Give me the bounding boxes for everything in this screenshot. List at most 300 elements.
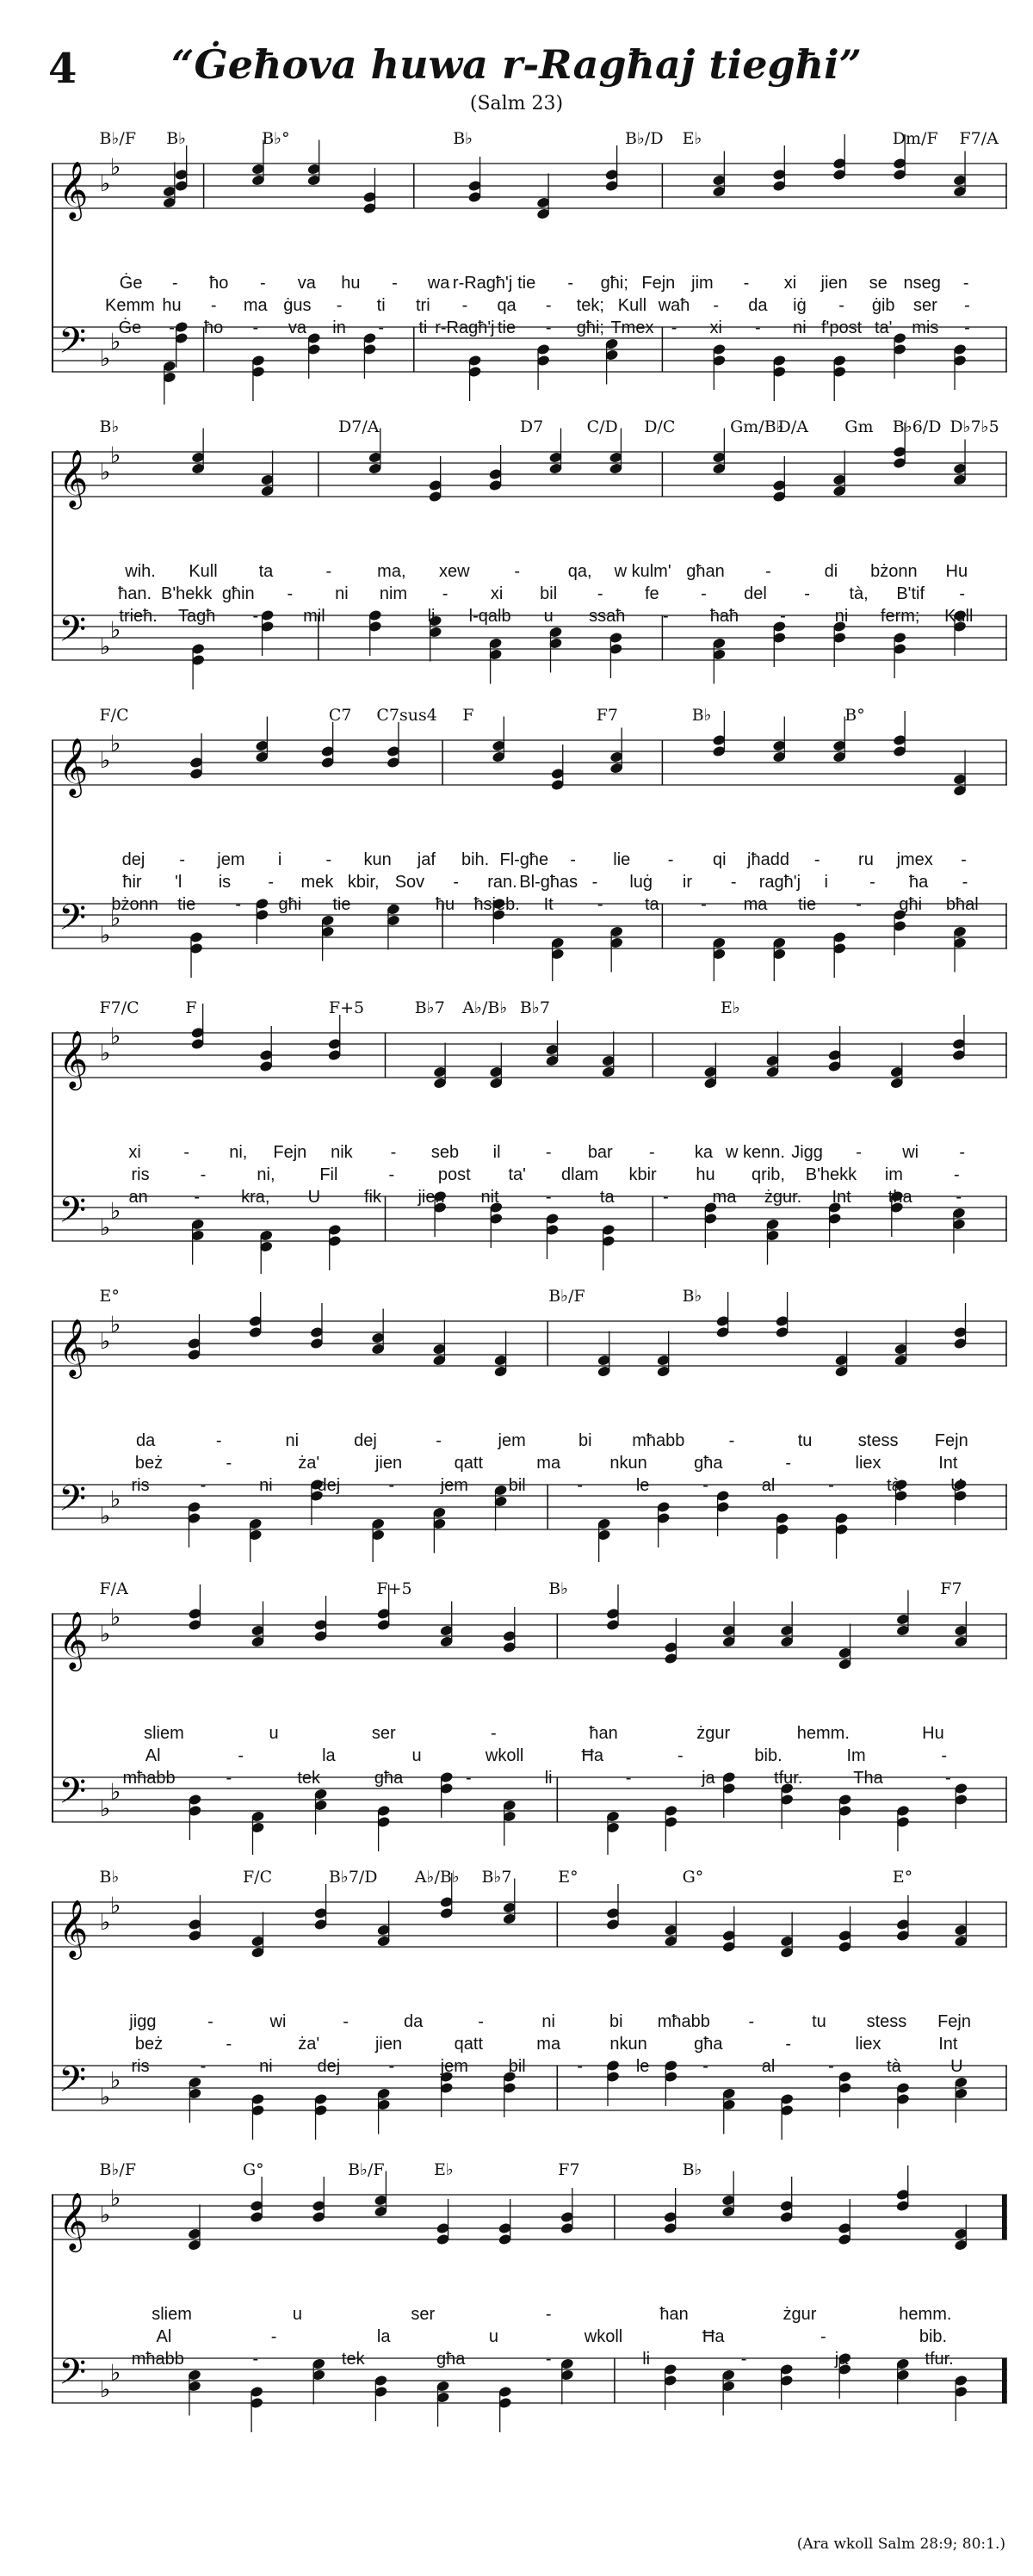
lyric-syllable: ni: [285, 1431, 300, 1450]
lyric-syllable: -: [226, 1769, 232, 1788]
lyric-syllable: Fejn: [937, 2012, 971, 2031]
lyric-verse-1: [52, 1431, 1007, 1455]
flat-icon: ♭: [110, 1023, 121, 1050]
lyric-syllable: Fejn: [934, 1431, 968, 1450]
lyric-syllable: li: [642, 2350, 651, 2369]
lyric-syllable: Ġe: [118, 318, 142, 337]
lyric-syllable: -: [959, 584, 966, 603]
lyric-syllable: i: [277, 850, 282, 869]
lyric-syllable: -: [259, 274, 266, 293]
lyric-syllable: -: [941, 1746, 948, 1765]
lyric-syllable: -: [597, 584, 603, 603]
chord-symbol: B♭: [453, 129, 473, 148]
flat-icon: ♭: [110, 154, 121, 181]
lyric-verse-2: [52, 584, 1007, 608]
chord-symbol: D7/A: [338, 417, 380, 436]
lyric-syllable: sliem: [152, 2305, 192, 2324]
lyric-syllable: -: [545, 296, 552, 315]
lyric-syllable: ma: [712, 1188, 737, 1207]
lyric-syllable: tha: [888, 1188, 912, 1207]
lyric-syllable: Hu: [922, 1724, 944, 1743]
lyric-syllable: għi: [899, 895, 923, 914]
lyric-syllable: ħan: [589, 1724, 618, 1743]
lyric-syllable: ni: [259, 2057, 273, 2076]
lyric-syllable: Tmex: [610, 318, 654, 337]
lyric-verse-1: [52, 1724, 1007, 1748]
lyric-syllable: bih.: [461, 850, 490, 869]
lyric-syllable: -: [964, 318, 970, 337]
music-system: [52, 706, 1007, 981]
chord-symbol: F/A: [99, 1579, 128, 1598]
lyric-syllable: nit: [480, 1188, 499, 1207]
lyric-syllable: -: [226, 1454, 232, 1473]
lyric-syllable: xi: [128, 1143, 141, 1162]
chord-symbol: B♭7/D: [328, 1868, 378, 1887]
lyric-syllable: qa: [497, 296, 516, 315]
lyric-syllable: -: [625, 1769, 632, 1788]
lyric-syllable: tu: [812, 2012, 826, 2031]
lyric-syllable: -: [785, 1454, 792, 1473]
lyric-syllable: żgur: [782, 2305, 817, 2324]
lyric-syllable: bib.: [754, 1746, 782, 1765]
chord-symbol: F: [462, 706, 474, 725]
chord-symbol: D/A: [777, 417, 808, 436]
lyric-syllable: kbir: [628, 1165, 657, 1184]
chord-symbol: F7: [940, 1579, 962, 1598]
lyric-syllable: beż: [134, 1454, 164, 1473]
music-system: [52, 129, 1007, 405]
lyric-syllable: dej: [317, 1476, 341, 1495]
lyric-syllable: qa,: [567, 562, 592, 581]
lyric-syllable: tie: [177, 895, 196, 914]
lyric-syllable: qi: [712, 850, 727, 869]
chord-symbol: F/C: [99, 706, 129, 725]
lyric-syllable: Fejn: [273, 1143, 307, 1162]
lyric-syllable: ta: [258, 562, 274, 581]
chord-symbol: F7/C: [99, 998, 139, 1017]
lyric-syllable: nkun: [609, 1454, 647, 1473]
lyric-syllable: ħan: [659, 2305, 689, 2324]
lyric-syllable: -: [200, 1165, 207, 1184]
chord-symbol: B♭7: [414, 998, 445, 1017]
chord-symbol: E♭: [682, 129, 702, 148]
lyric-syllable: tà: [887, 1476, 901, 1495]
lyric-syllable: stess: [857, 1431, 899, 1450]
chord-symbol: F: [185, 998, 197, 1017]
lyric-syllable: dej: [317, 2057, 341, 2076]
lyric-syllable: tek: [297, 1769, 321, 1788]
lyric-syllable: -: [953, 1165, 960, 1184]
lyric-syllable: hu: [341, 274, 361, 293]
lyric-syllable: ti: [376, 296, 386, 315]
treble-clef-icon: 𝄞: [59, 1029, 89, 1088]
lyric-verse-1: [52, 1143, 1007, 1167]
lyric-syllable: Al: [156, 2327, 172, 2346]
flat-icon: ♭: [110, 2067, 121, 2094]
lyric-syllable: -: [964, 296, 970, 315]
chord-symbol: F/C: [243, 1868, 273, 1887]
music-system: [52, 1579, 1007, 1855]
lyric-verse-2: [52, 873, 1007, 897]
lyric-syllable: ni,: [229, 1143, 248, 1162]
lyric-syllable: B'hekk: [161, 584, 213, 603]
grand-staff: [52, 417, 1007, 693]
chord-symbol: C7sus4: [376, 706, 437, 725]
lyric-syllable: tu: [797, 1431, 813, 1450]
lyric-syllable: -: [869, 873, 875, 892]
lyric-syllable: -: [545, 1143, 552, 1162]
lyric-syllable: ża': [298, 2035, 320, 2054]
lyric-syllable: -: [702, 1476, 708, 1495]
lyric-syllable: -: [765, 562, 771, 581]
flat-icon: ♭: [110, 905, 121, 932]
lyric-syllable: mek: [300, 873, 334, 892]
lyric-syllable: r-Ragħ'j: [452, 274, 513, 293]
lyric-syllable: -: [390, 1143, 397, 1162]
lyric-syllable: -: [804, 584, 810, 603]
lyric-syllable: -: [962, 873, 968, 892]
chord-symbol: A♭/B♭: [462, 998, 508, 1017]
lyric-syllable: -: [663, 1188, 669, 1207]
lyric-syllable: -: [336, 296, 343, 315]
lyric-syllable: wih.: [125, 562, 156, 581]
lyric-syllable: tek: [341, 2350, 365, 2369]
lyric-syllable: u: [488, 2327, 498, 2346]
lyric-syllable: -: [856, 895, 862, 914]
lyric-syllable: U: [307, 1188, 321, 1207]
lyric-syllable: -: [461, 296, 468, 315]
lyric-syllable: ni,: [257, 1165, 275, 1184]
lyric-syllable: da: [136, 1431, 156, 1450]
lyric-syllable: dej: [121, 850, 145, 869]
lyric-syllable: -: [270, 2327, 277, 2346]
flat-icon: ♭: [100, 1215, 111, 1241]
lyric-syllable: ris: [131, 1165, 150, 1184]
lyric-syllable: ser: [912, 296, 937, 315]
lyric-syllable: -: [200, 2057, 207, 2076]
chord-symbol: B♭: [682, 2160, 702, 2179]
lyric-verse-2: [52, 1454, 1007, 1478]
lyric-syllable: wa: [427, 274, 450, 293]
lyric-verse-2: [52, 2327, 1007, 2351]
lyric-syllable: -: [390, 895, 397, 914]
lyric-syllable: da: [403, 2012, 424, 2031]
lyric-syllable: wkoll: [485, 1746, 524, 1765]
lyric-syllable: -: [325, 562, 332, 581]
lyric-syllable: -: [252, 607, 259, 626]
lyric-syllable: -: [169, 318, 175, 337]
chord-symbol: F7: [558, 2160, 580, 2179]
lyric-syllable: Tagħ: [178, 607, 216, 626]
flat-icon: ♭: [100, 1041, 111, 1066]
lyric-syllable: bib.: [919, 2327, 948, 2346]
lyric-syllable: ris: [131, 2057, 150, 2076]
lyric-syllable: xew: [438, 562, 470, 581]
flat-icon: ♭: [100, 748, 111, 774]
lyric-syllable: kra,: [241, 1188, 270, 1207]
flat-icon: ♭: [110, 1486, 121, 1513]
lyric-verse-3: [52, 318, 1007, 343]
lyric-syllable: ferm;: [880, 607, 920, 626]
flat-icon: ♭: [110, 1312, 121, 1338]
flat-icon: ♭: [110, 617, 121, 644]
music-system: [52, 1868, 1007, 2143]
lyric-syllable: B'hekk: [805, 1165, 857, 1184]
lyric-syllable: tek;: [576, 296, 604, 315]
lyric-syllable: ma: [743, 895, 768, 914]
lyric-syllable: -: [702, 2057, 708, 2076]
lyric-syllable: ħo: [209, 274, 229, 293]
lyric-syllable: Fl-għe: [499, 850, 549, 869]
lyric-syllable: ta': [874, 318, 893, 337]
chord-symbol: B°: [844, 706, 865, 725]
lyric-syllable: ma: [536, 1454, 561, 1473]
lyric-syllable: għan: [686, 562, 725, 581]
lyric-syllable: -: [287, 584, 294, 603]
lyric-syllable: ħo: [204, 318, 224, 337]
lyric-syllable: Jigg: [791, 1143, 823, 1162]
lyric-syllable: Int: [938, 2035, 958, 2054]
lyric-syllable: -: [591, 873, 598, 892]
lyric-syllable: kun: [363, 850, 392, 869]
grand-staff: [52, 998, 1007, 1274]
lyric-syllable: -: [856, 1143, 862, 1162]
chord-symbol: B♭: [166, 129, 187, 148]
lyric-syllable: -: [200, 1476, 207, 1495]
grand-staff: [52, 1868, 1007, 2143]
lyric-syllable: -: [667, 850, 674, 869]
lyric-syllable: -: [785, 2035, 792, 2054]
song-number: 4: [48, 45, 77, 93]
lyric-syllable: -: [207, 2012, 213, 2031]
treble-clef-icon: 𝄞: [59, 2191, 89, 2250]
lyric-syllable: va: [297, 274, 316, 293]
lyric-syllable: -: [577, 2057, 583, 2076]
lyric-syllable: -: [238, 1746, 244, 1765]
bass-clef-icon: 𝄢: [59, 320, 87, 370]
lyric-syllable: -: [491, 1724, 497, 1743]
lyric-syllable: la: [376, 2327, 391, 2346]
chord-symbol: E♭: [721, 998, 740, 1017]
treble-clef-icon: 𝄞: [59, 1610, 89, 1669]
chord-symbol: D/C: [644, 417, 676, 436]
lyric-syllable: is: [218, 873, 232, 892]
lyric-verse-3: [52, 607, 1007, 631]
lyric-syllable: tie: [517, 274, 536, 293]
lyric-syllable: qatt: [454, 1454, 484, 1473]
lyric-syllable: tfur.: [925, 2350, 954, 2369]
lyric-syllable: -: [648, 1143, 655, 1162]
lyric-syllable: hemm.: [899, 2305, 952, 2324]
lyric-syllable: Tha: [853, 1769, 883, 1788]
lyric-syllable: ni: [335, 584, 349, 603]
lyric-syllable: bi: [609, 2012, 623, 2031]
lyric-syllable: jħadd: [747, 850, 789, 869]
lyric-syllable: -: [442, 584, 448, 603]
lyric-syllable: -: [828, 1476, 834, 1495]
lyric-syllable: jigg: [129, 2012, 157, 2031]
lyric-verse-2: [52, 2035, 1007, 2059]
lyric-syllable: jien: [418, 1188, 445, 1207]
chord-symbol: G°: [243, 2160, 264, 2179]
lyric-syllable: Fejn: [641, 274, 676, 293]
lyric-syllable: ka: [694, 1143, 713, 1162]
lyric-syllable: jien: [374, 1454, 403, 1473]
chord-symbol: F+5: [376, 1579, 412, 1598]
lyric-syllable: Im: [846, 1746, 866, 1765]
lyric-syllable: -: [226, 2035, 232, 2054]
flat-icon: ♭: [110, 2360, 121, 2387]
flat-icon: ♭: [100, 1504, 111, 1529]
lyric-syllable: ħaħ: [709, 607, 739, 626]
lyric-syllable: tà: [887, 2057, 901, 2076]
lyric-syllable: fe: [644, 584, 659, 603]
chord-symbol: C/D: [586, 417, 618, 436]
lyric-syllable: -: [210, 296, 217, 315]
lyric-syllable: tie: [498, 318, 516, 337]
lyric-syllable: u: [543, 607, 554, 626]
lyric-syllable: -: [780, 607, 786, 626]
lyric-syllable: għi;: [576, 318, 604, 337]
lyric-syllable: tà,: [849, 584, 869, 603]
flat-icon: ♭: [110, 442, 121, 469]
lyric-syllable: ssaħ: [589, 607, 626, 626]
lyric-syllable: bżonn: [111, 895, 158, 914]
flat-icon: ♭: [100, 346, 111, 372]
lyric-syllable: -: [748, 2012, 755, 2031]
chord-symbol: B♭: [99, 417, 120, 436]
lyric-syllable: -: [567, 274, 574, 293]
bass-clef-icon: 𝄢: [59, 2059, 87, 2109]
lyric-syllable: post: [437, 1165, 471, 1184]
bass-clef-icon: 𝄢: [59, 1770, 87, 1820]
chord-symbol: B♭7: [481, 1868, 512, 1887]
lyric-syllable: il: [492, 1143, 501, 1162]
flat-icon: ♭: [110, 1198, 121, 1225]
lyric-syllable: -: [378, 318, 385, 337]
lyric-syllable: xi: [783, 274, 797, 293]
chord-symbol: G°: [682, 1868, 704, 1887]
flat-icon: ♭: [110, 1604, 121, 1631]
lyric-syllable: jmex: [896, 850, 933, 869]
lyric-syllable: -: [701, 895, 707, 914]
lyric-syllable: ta: [599, 1188, 615, 1207]
chord-symbol: Gm: [844, 417, 874, 436]
lyric-syllable: lie: [613, 850, 631, 869]
lyric-syllable: Ħa: [581, 1746, 604, 1765]
flat-icon: ♭: [100, 1796, 111, 1822]
lyric-syllable: jim: [691, 274, 714, 293]
lyric-syllable: w kenn.: [726, 1143, 785, 1162]
lyric-syllable: tfur.: [774, 1769, 803, 1788]
lyric-syllable: -: [701, 584, 707, 603]
lyric-syllable: ti: [418, 318, 428, 337]
lyric-verse-3: [52, 2350, 1007, 2374]
lyric-syllable: w kulm': [614, 562, 671, 581]
lyric-verse-2: [52, 1746, 1007, 1770]
lyric-syllable: qatt: [454, 2035, 484, 2054]
lyric-syllable: -: [392, 274, 398, 293]
lyric-syllable: Sov: [394, 873, 425, 892]
lyric-syllable: -: [514, 562, 521, 581]
lyric-verse-1: [52, 2305, 1007, 2329]
lyric-syllable: im: [884, 1165, 903, 1184]
lyric-syllable: li: [544, 1769, 553, 1788]
lyric-syllable: beż: [134, 2035, 164, 2054]
lyric-syllable: ris: [131, 1476, 150, 1495]
lyric-syllable: -: [961, 850, 967, 869]
lyric-syllable: da: [748, 296, 768, 315]
lyric-syllable: ni: [834, 607, 849, 626]
lyric-syllable: -: [838, 296, 844, 315]
lyric-verse-1: [52, 2012, 1007, 2036]
lyric-syllable: -: [268, 873, 275, 892]
lyric-syllable: U: [950, 1476, 963, 1495]
lyric-syllable: għa: [694, 1454, 723, 1473]
lyric-syllable: Kull: [189, 562, 218, 581]
lyric-verse-1: [52, 274, 1007, 298]
lyric-syllable: ja: [702, 1769, 715, 1788]
chord-symbol: B♭/F: [548, 1287, 585, 1306]
lyric-syllable: qrib,: [752, 1165, 785, 1184]
chord-symbol: D♭7♭5: [949, 417, 999, 436]
chord-symbol: B♭: [691, 706, 712, 725]
lyric-syllable: Ġe: [119, 274, 143, 293]
bass-clef-icon: 𝄢: [59, 1478, 87, 1528]
lyric-syllable: la: [322, 1746, 336, 1765]
grand-staff: [52, 1287, 1007, 1562]
chord-symbol: Gm/B♭: [730, 417, 784, 436]
lyric-syllable: għa: [694, 2035, 723, 2054]
lyric-syllable: -: [183, 1143, 190, 1162]
lyric-syllable: mis: [912, 318, 939, 337]
lyric-syllable: bar: [587, 1143, 613, 1162]
lyric-syllable: ma,: [377, 562, 406, 581]
lyric-syllable: -: [343, 2012, 349, 2031]
lyric-verse-3: [52, 1476, 1007, 1500]
lyric-syllable: ħa: [909, 873, 929, 892]
lyric-syllable: għi: [278, 895, 302, 914]
lyric-syllable: bħal: [945, 895, 979, 914]
lyric-syllable: Kull: [617, 296, 647, 315]
lyric-syllable: f'post: [821, 318, 863, 337]
lyric-syllable: waħ: [658, 296, 690, 315]
treble-clef-icon: 𝄞: [59, 1899, 89, 1957]
lyric-syllable: -: [171, 274, 178, 293]
lyric-syllable: -: [570, 850, 576, 869]
lyric-syllable: nkun: [609, 2035, 647, 2054]
lyric-syllable: -: [671, 318, 677, 337]
flat-icon: ♭: [100, 460, 111, 485]
lyric-syllable: bżonn: [870, 562, 918, 581]
lyric-verse-3: [52, 2057, 1007, 2081]
lyric-verse-2: [52, 1165, 1007, 1189]
grand-staff: [52, 1579, 1007, 1855]
lyric-syllable: hemm.: [796, 1724, 850, 1743]
lyric-syllable: -: [436, 1431, 442, 1450]
chord-symbol: F+5: [328, 998, 365, 1017]
lyric-syllable: wkoll: [584, 2327, 623, 2346]
chord-symbol: F7/A: [959, 129, 999, 148]
lyric-syllable: -: [545, 2350, 552, 2369]
flat-icon: ♭: [110, 1893, 121, 1919]
lyric-verse-3: [52, 1188, 1007, 1212]
lyric-syllable: nim: [379, 584, 408, 603]
lyric-syllable: żgur.: [764, 1188, 802, 1207]
chord-symbol: E°: [99, 1287, 120, 1306]
final-barline: [1002, 2195, 1006, 2239]
lyric-verse-1: [52, 850, 1007, 874]
